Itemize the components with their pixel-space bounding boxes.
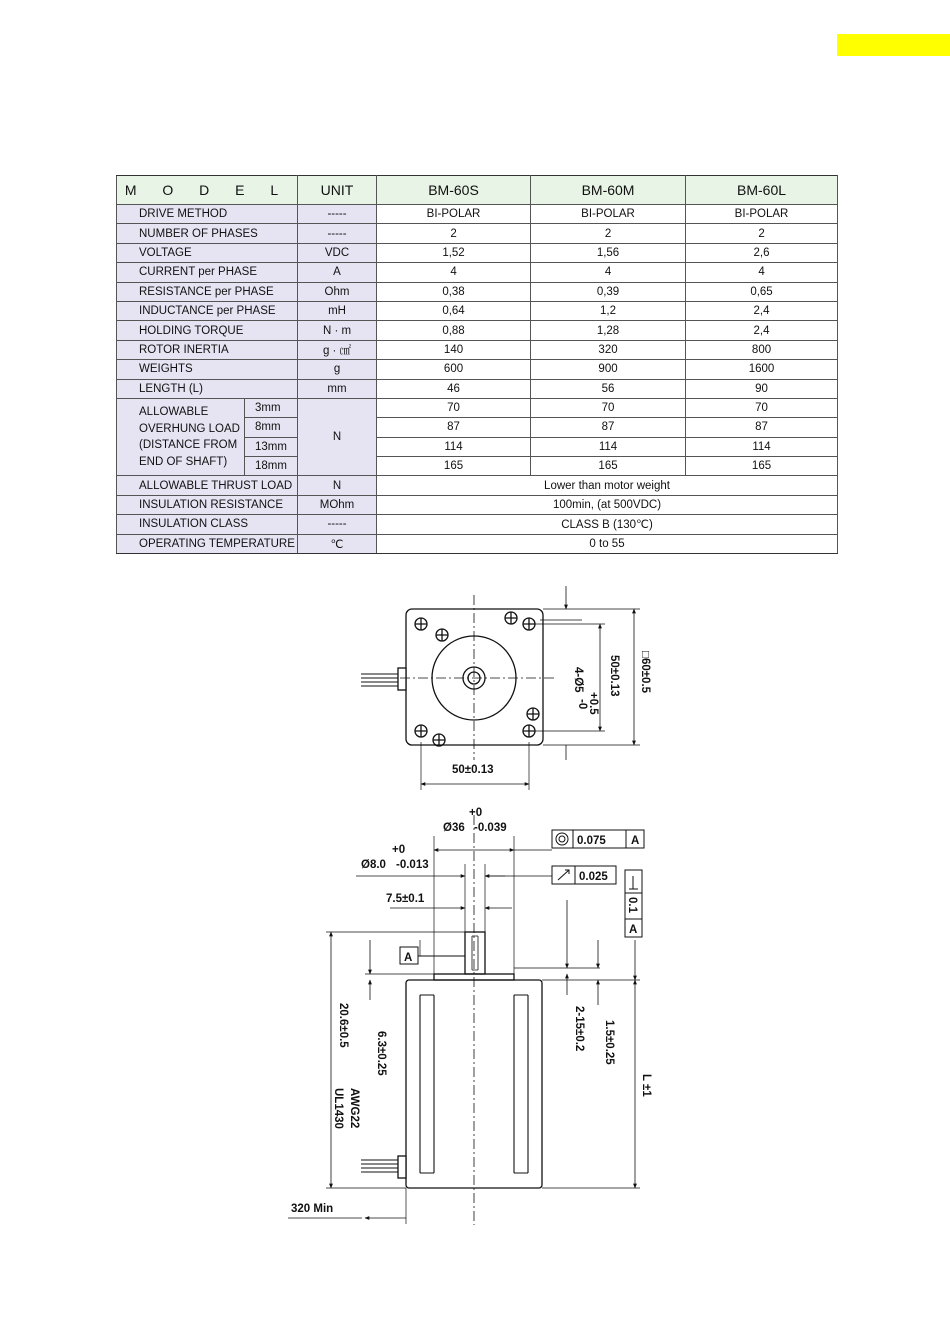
value-cell: 140: [377, 340, 531, 359]
table-row: [117, 495, 838, 514]
holes-tol-minus: -0: [576, 699, 588, 710]
param-label: INSULATION RESISTANCE: [117, 495, 298, 514]
table-row: [117, 224, 838, 243]
param-label: INDUCTANCE per PHASE: [117, 301, 298, 320]
front-height-label: 50±0.13: [608, 655, 620, 697]
value-cell: 87: [377, 418, 531, 437]
runout-value: 0.025: [579, 871, 608, 883]
value-cell: 1,52: [377, 243, 531, 262]
unit-cell: -----: [298, 224, 377, 243]
shaft-tol-plus: +0: [392, 844, 406, 856]
front-width-label: 50±0.13: [452, 764, 494, 776]
value-cell: 70: [531, 398, 686, 417]
param-label: INSULATION CLASS: [117, 515, 298, 534]
table-row: [117, 515, 838, 534]
value-cell: 1600: [686, 360, 838, 379]
table-row: [117, 243, 838, 262]
value-cell: 0,39: [531, 282, 686, 301]
value-cell: 114: [377, 437, 531, 456]
mounting-hole-icon: [523, 708, 539, 737]
value-cell: 0,38: [377, 282, 531, 301]
value-cell: 165: [377, 457, 531, 476]
front-view: [361, 586, 640, 790]
value-cell: 165: [686, 457, 838, 476]
value-cell: 0 to 55: [377, 534, 838, 553]
value-cell: BI-POLAR: [686, 205, 838, 224]
unit-cell: g: [298, 360, 377, 379]
value-cell: 0,64: [377, 301, 531, 320]
distance-cell: 18mm: [245, 457, 298, 476]
model-bm60s-header: BM-60S: [377, 176, 531, 205]
flat-length-label: 6.3±0.25: [375, 1031, 387, 1076]
front-centerline: [400, 595, 555, 760]
value-cell: 4: [531, 263, 686, 282]
boss-tol-plus: +0: [469, 807, 483, 819]
unit-cell: VDC: [298, 243, 377, 262]
shaft-flat: [472, 936, 478, 970]
unit-cell: A: [298, 263, 377, 282]
motor-front-flange: [406, 609, 543, 745]
mounting-hole-icon: [415, 618, 448, 641]
value-cell: Lower than motor weight: [377, 476, 838, 495]
flat-width-label: 7.5±0.1: [386, 893, 425, 905]
boss-tol-minus: -0.039: [474, 822, 507, 834]
param-label: CURRENT per PHASE: [117, 263, 298, 282]
param-label: WEIGHTS: [117, 360, 298, 379]
motor-body: [406, 980, 542, 1188]
unit-cell: ℃: [298, 534, 377, 553]
concentricity-icon: [556, 833, 568, 845]
holes-tol-plus: +0.5: [587, 692, 599, 715]
unit-cell: N · m: [298, 321, 377, 340]
param-label: HOLDING TORQUE: [117, 321, 298, 340]
model-bm60l-header: BM-60L: [686, 176, 838, 205]
table-row: [117, 534, 838, 553]
table-row: [117, 205, 838, 224]
param-label: ROTOR INERTIA: [117, 340, 298, 359]
unit-cell: N: [298, 476, 377, 495]
table-row: [117, 398, 838, 417]
value-cell: 70: [686, 398, 838, 417]
unit-cell: mm: [298, 379, 377, 398]
table-row: [117, 476, 838, 495]
shaft-dia-label: Ø8.0: [361, 859, 386, 871]
table-row: [117, 379, 838, 398]
holes-label: 4-Ø5: [572, 667, 584, 693]
param-label: DRIVE METHOD: [117, 205, 298, 224]
value-cell: 0,65: [686, 282, 838, 301]
unit-cell: g · ㎠: [298, 340, 377, 359]
mounting-hole-icon: [505, 612, 535, 630]
value-cell: 2: [377, 224, 531, 243]
unit-cell: -----: [298, 205, 377, 224]
value-cell: 87: [531, 418, 686, 437]
table-row: [117, 301, 838, 320]
unit-cell: -----: [298, 515, 377, 534]
value-cell: 1,2: [531, 301, 686, 320]
value-cell: 100min, (at 500VDC): [377, 495, 838, 514]
value-cell: 4: [377, 263, 531, 282]
body-length-label: L ±1: [640, 1074, 652, 1097]
lead-length-label: 320 Min: [291, 1203, 334, 1215]
value-cell: 600: [377, 360, 531, 379]
distance-cell: 13mm: [245, 437, 298, 456]
table-row: [117, 340, 838, 359]
wire-gauge-label: AWG22: [348, 1088, 360, 1129]
value-cell: 90: [686, 379, 838, 398]
distance-cell: 8mm: [245, 418, 298, 437]
value-cell: 114: [531, 437, 686, 456]
value-cell: 2,4: [686, 321, 838, 340]
unit-cell: N: [298, 398, 377, 476]
shaft-tol-minus: -0.013: [396, 859, 429, 871]
value-cell: 87: [686, 418, 838, 437]
boss-dia-label: Ø36: [443, 822, 465, 834]
motor-dimension-drawing: [0, 560, 950, 1343]
param-label: RESISTANCE per PHASE: [117, 282, 298, 301]
runout-icon: [558, 870, 569, 880]
table-row: [117, 360, 838, 379]
table-row: [117, 282, 838, 301]
perpendicularity-datum: A: [629, 924, 638, 936]
value-cell: 114: [686, 437, 838, 456]
value-cell: 2: [531, 224, 686, 243]
perpendicularity-value: 0.1: [626, 897, 638, 913]
value-cell: 2: [686, 224, 838, 243]
concentricity-value: 0.075: [577, 835, 606, 847]
square-label: □60±0.5: [639, 651, 651, 694]
value-cell: 1,28: [531, 321, 686, 340]
table-header-row: [117, 176, 838, 205]
boss-height-label: 2-15±0.2: [573, 1006, 585, 1052]
distance-cell: 3mm: [245, 398, 298, 417]
value-cell: 46: [377, 379, 531, 398]
value-cell: CLASS B (130℃): [377, 515, 838, 534]
page-tab-marker: [837, 34, 950, 56]
unit-header: UNIT: [298, 176, 377, 205]
value-cell: 2,4: [686, 301, 838, 320]
value-cell: 800: [686, 340, 838, 359]
value-cell: BI-POLAR: [531, 205, 686, 224]
param-label: NUMBER OF PHASES: [117, 224, 298, 243]
perpendicularity-icon: [629, 876, 638, 889]
value-cell: 2,6: [686, 243, 838, 262]
concentricity-datum: A: [631, 835, 640, 847]
flange-label: 1.5±0.25: [603, 1020, 615, 1065]
value-cell: 165: [531, 457, 686, 476]
table-row: [117, 321, 838, 340]
param-label: VOLTAGE: [117, 243, 298, 262]
wire-spec-label: UL1430: [332, 1088, 344, 1129]
mounting-hole-icon: [415, 725, 445, 746]
param-label: OPERATING TEMPERATURE: [117, 534, 298, 553]
param-label: ALLOWABLE THRUST LOAD: [117, 476, 298, 495]
value-cell: 320: [531, 340, 686, 359]
value-cell: 70: [377, 398, 531, 417]
value-cell: 1,56: [531, 243, 686, 262]
shaft-profile: [465, 932, 485, 974]
value-cell: 900: [531, 360, 686, 379]
model-bm60m-header: BM-60M: [531, 176, 686, 205]
spec-table: [116, 175, 838, 554]
datum-label: A: [404, 952, 413, 964]
table-row: [117, 263, 838, 282]
value-cell: 56: [531, 379, 686, 398]
value-cell: BI-POLAR: [377, 205, 531, 224]
overhung-load-label: ALLOWABLE OVERHUNG LOAD (DISTANCE FROM END OF SHAFT): [117, 398, 245, 476]
model-header: M O D E L: [117, 176, 298, 205]
shaft-length-label: 20.6±0.5: [337, 1003, 349, 1048]
unit-cell: Ohm: [298, 282, 377, 301]
unit-cell: MOhm: [298, 495, 377, 514]
value-cell: 4: [686, 263, 838, 282]
unit-cell: mH: [298, 301, 377, 320]
param-label: LENGTH (L): [117, 379, 298, 398]
value-cell: 0,88: [377, 321, 531, 340]
